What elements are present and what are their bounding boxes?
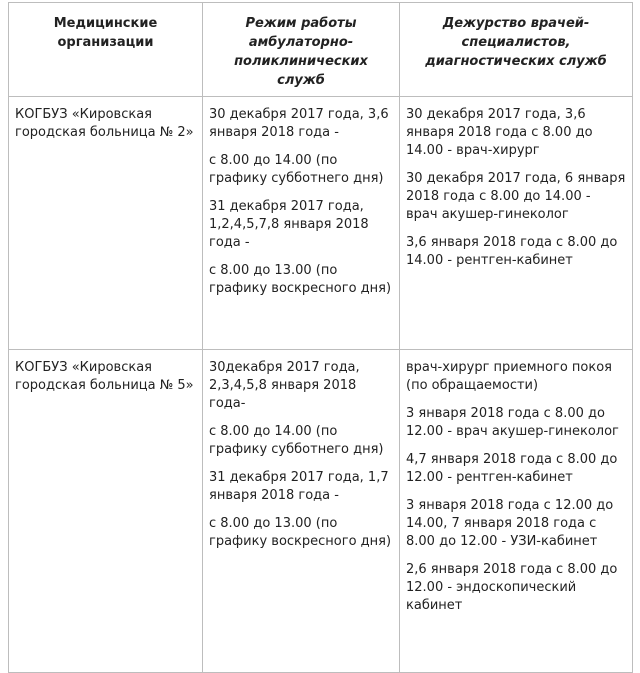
mode-text: 31 декабря 2017 года, 1,2,4,5,7,8 января 2018 года -: [209, 199, 369, 250]
mode-text: 30декабря 2017 года, 2,3,4,5,8 января 2018 года-: [209, 360, 360, 411]
schedule-table: [8, 2, 633, 673]
header-specialist-duty: Дежурство врачей-специалистов, диагностических служб: [400, 3, 633, 97]
header-organizations: Медицинские организации: [9, 3, 203, 97]
outpatient-mode-cell: [203, 350, 400, 673]
specialist-duty-cell: [400, 97, 633, 350]
mode-text: 31 декабря 2017 года, 1,7 января 2018 года -: [209, 470, 389, 503]
organization-name: КОГБУЗ «Кировская городская больница № 2»: [15, 107, 194, 140]
duty-text: 3,6 января 2018 года с 8.00 до 14.00 - рентген-кабинет: [406, 235, 618, 268]
duty-text: 30 декабря 2017 года, 3,6 января 2018 года с 8.00 до 14.00 - врач-хирург: [406, 107, 593, 158]
duty-text: 3 января 2018 года с 8.00 до 12.00 - врач акушер-гинеколог: [406, 406, 619, 439]
table-row: [9, 97, 633, 350]
mode-text: с 8.00 до 13.00 (по графику воскресного дня): [209, 516, 392, 549]
specialist-duty-cell: [400, 350, 633, 673]
outpatient-mode-cell: [203, 97, 400, 350]
mode-text: 30 декабря 2017 года, 3,6 января 2018 года -: [209, 107, 389, 140]
table-row: [9, 350, 633, 673]
table-header-row: [9, 3, 633, 97]
organization-name: КОГБУЗ «Кировская городская больница № 5»: [15, 360, 194, 393]
duty-text: врач-хирург приемного покоя (по обращаемости): [406, 360, 613, 393]
duty-text: 4,7 января 2018 года с 8.00 до 12.00 - рентген-кабинет: [406, 452, 618, 485]
mode-text: с 8.00 до 14.00 (по графику субботнего дня): [209, 153, 384, 186]
organization-cell: [9, 97, 203, 350]
duty-text: 3 января 2018 года с 12.00 до 14.00, 7 января 2018 года с 8.00 до 12.00 - УЗИ-кабинет: [406, 498, 614, 549]
mode-text: с 8.00 до 13.00 (по графику воскресного дня): [209, 263, 392, 296]
header-outpatient-mode: Режим работы амбулаторно-поликлинических служб: [203, 3, 400, 97]
mode-text: с 8.00 до 14.00 (по графику субботнего дня): [209, 424, 384, 457]
duty-text: 30 декабря 2017 года, 6 января 2018 года с 8.00 до 14.00 - врач акушер-гинеколог: [406, 171, 626, 222]
duty-text: 2,6 января 2018 года с 8.00 до 12.00 - эндоскопический кабинет: [406, 562, 618, 613]
organization-cell: [9, 350, 203, 673]
